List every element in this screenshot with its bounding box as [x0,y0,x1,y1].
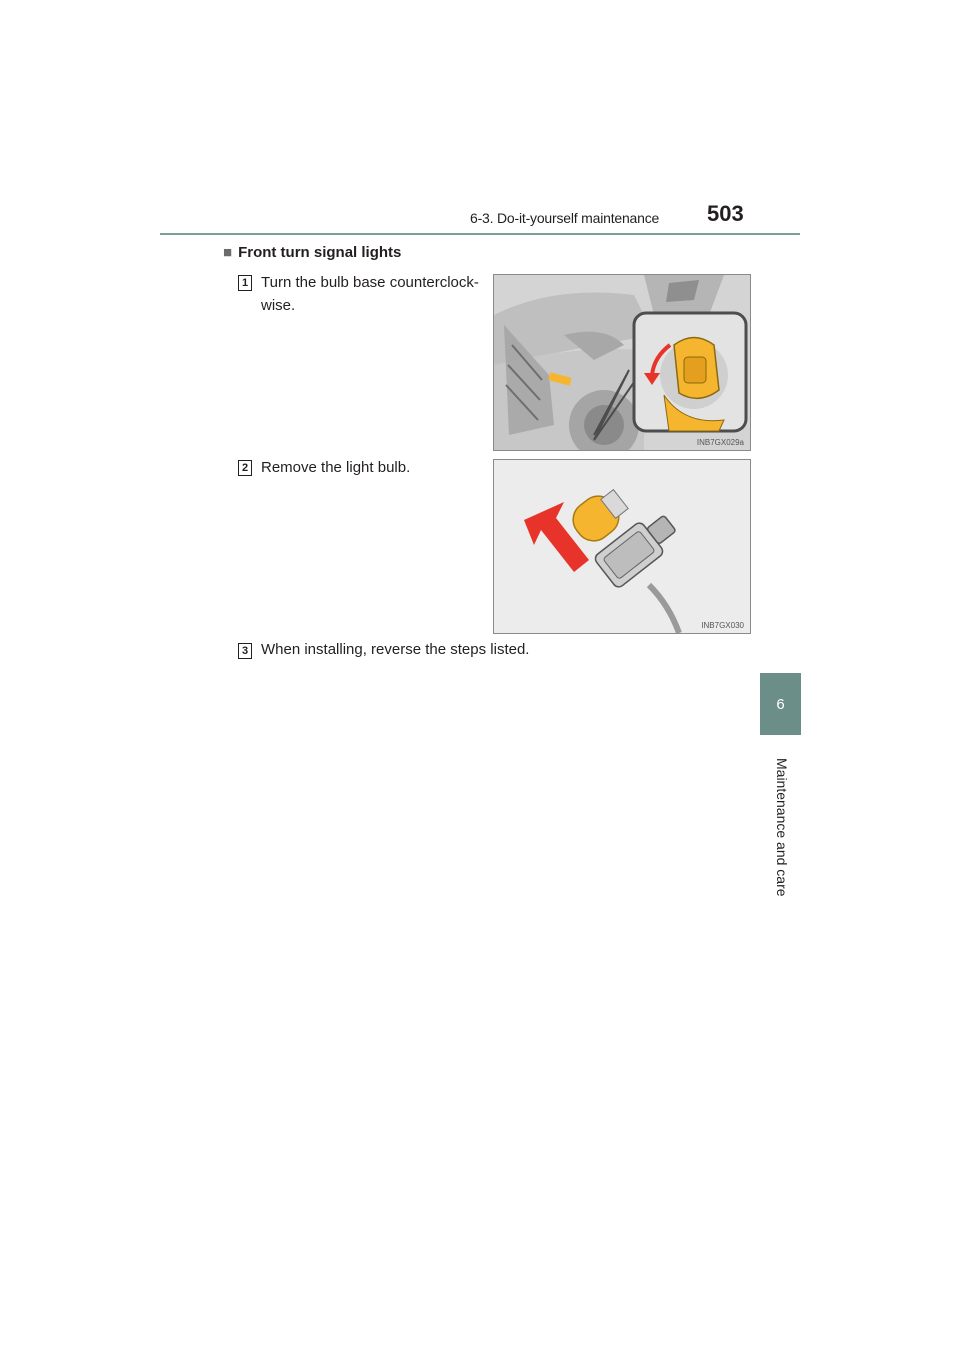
section-heading-text: Front turn signal lights [238,244,402,261]
step-1-text-line1: Turn the bulb base counterclock- [261,274,479,291]
step-number-3: 3 [238,643,252,659]
figure-code: INB7GX030 [701,621,744,630]
heading-bullet-icon: ■ [223,244,233,261]
chapter-label: Maintenance and care [774,758,790,897]
running-header-section: 6-3. Do-it-yourself maintenance [470,210,660,226]
header-divider [160,233,800,235]
step-number-1: 1 [238,275,252,291]
page-number: 503 [707,201,744,226]
figure-code: INB7GX029a [696,438,744,447]
figure-bulb-removal [493,459,751,634]
step-number-2: 2 [238,460,252,476]
chapter-number: 6 [776,695,785,713]
car-front-illustration [494,275,750,450]
step-1-text [261,271,479,317]
step-3-text: When installing, reverse the steps listed. [261,641,530,658]
bulb-illustration [494,460,750,633]
figure-bulb-base-removal [493,274,751,451]
step-2-text: Remove the light bulb. [261,459,411,476]
chapter-tab [760,673,801,735]
section-heading [223,244,401,261]
step-1-text-line2: wise. [261,297,296,314]
